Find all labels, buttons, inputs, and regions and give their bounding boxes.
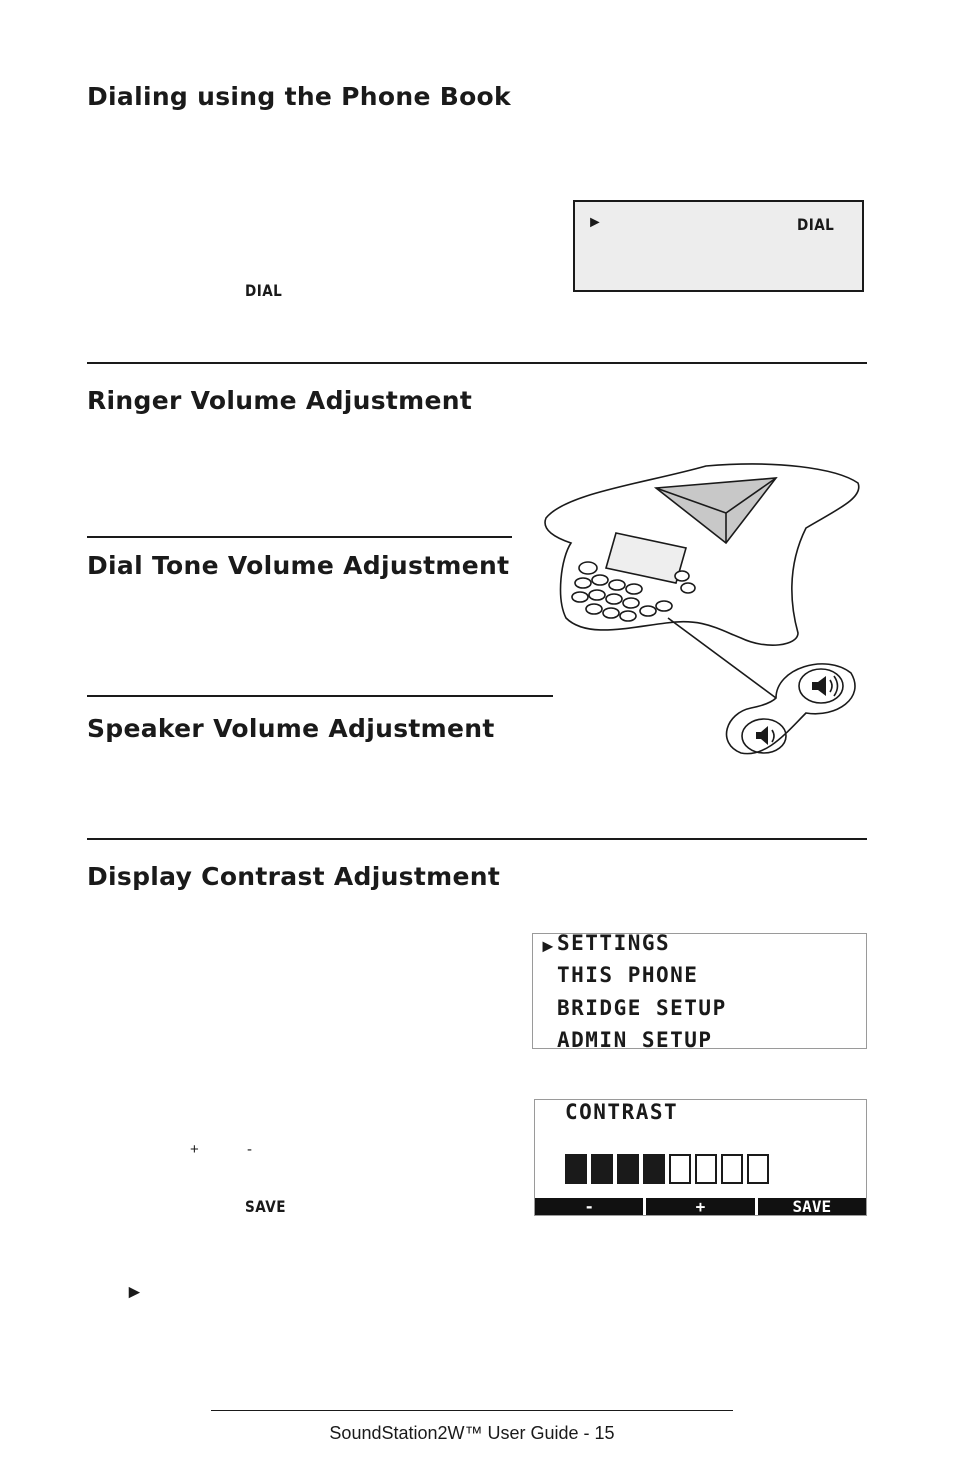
contrast-segment <box>643 1154 665 1184</box>
minus-key-label: - <box>247 1141 252 1158</box>
selector-arrow-icon: ► <box>587 214 603 231</box>
menu-item-admin-setup: ADMIN SETUP <box>557 1028 713 1049</box>
selector-arrow-icon: ► <box>539 936 557 956</box>
contrast-title: CONTRAST <box>565 1100 679 1124</box>
softkey-row <box>535 1198 866 1215</box>
contrast-segment <box>617 1154 639 1184</box>
menu-display <box>532 933 867 1049</box>
selector-arrow-icon: ► <box>125 1282 144 1303</box>
softkey-minus[interactable]: - <box>535 1198 643 1215</box>
contrast-segment <box>695 1154 717 1184</box>
contrast-display <box>534 1099 867 1216</box>
softkey-plus[interactable]: + <box>646 1198 754 1215</box>
menu-item-this-phone: THIS PHONE <box>557 963 699 987</box>
section-divider <box>87 362 867 364</box>
section-divider <box>87 536 512 538</box>
heading-display-contrast: Display Contrast Adjustment <box>87 862 501 891</box>
contrast-segment <box>669 1154 691 1184</box>
heading-phone-book: Dialing using the Phone Book <box>87 82 511 111</box>
page-footer: SoundStation2W™ User Guide - 15 <box>329 1423 615 1443</box>
section-divider <box>87 695 553 697</box>
section-divider <box>87 838 867 840</box>
display-dial-softkey: DIAL <box>797 215 835 234</box>
contrast-segment <box>565 1154 587 1184</box>
heading-ringer-volume: Ringer Volume Adjustment <box>87 386 473 415</box>
plus-key-label: + <box>190 1141 199 1158</box>
heading-speaker-volume: Speaker Volume Adjustment <box>87 714 495 743</box>
contrast-segment <box>591 1154 613 1184</box>
conference-phone-illustration <box>536 458 866 768</box>
phonebook-display <box>573 200 864 292</box>
softkey-save[interactable]: SAVE <box>758 1198 866 1215</box>
contrast-level-bar <box>565 1154 769 1184</box>
save-softkey-label: SAVE <box>245 1197 286 1216</box>
menu-item-bridge-setup: BRIDGE SETUP <box>557 996 727 1020</box>
contrast-segment <box>721 1154 743 1184</box>
menu-item-settings: SETTINGS <box>557 933 671 955</box>
contrast-segment <box>747 1154 769 1184</box>
heading-dial-tone-volume: Dial Tone Volume Adjustment <box>87 551 510 580</box>
dial-softkey-label: DIAL <box>245 281 283 300</box>
footer-rule <box>211 1410 733 1411</box>
